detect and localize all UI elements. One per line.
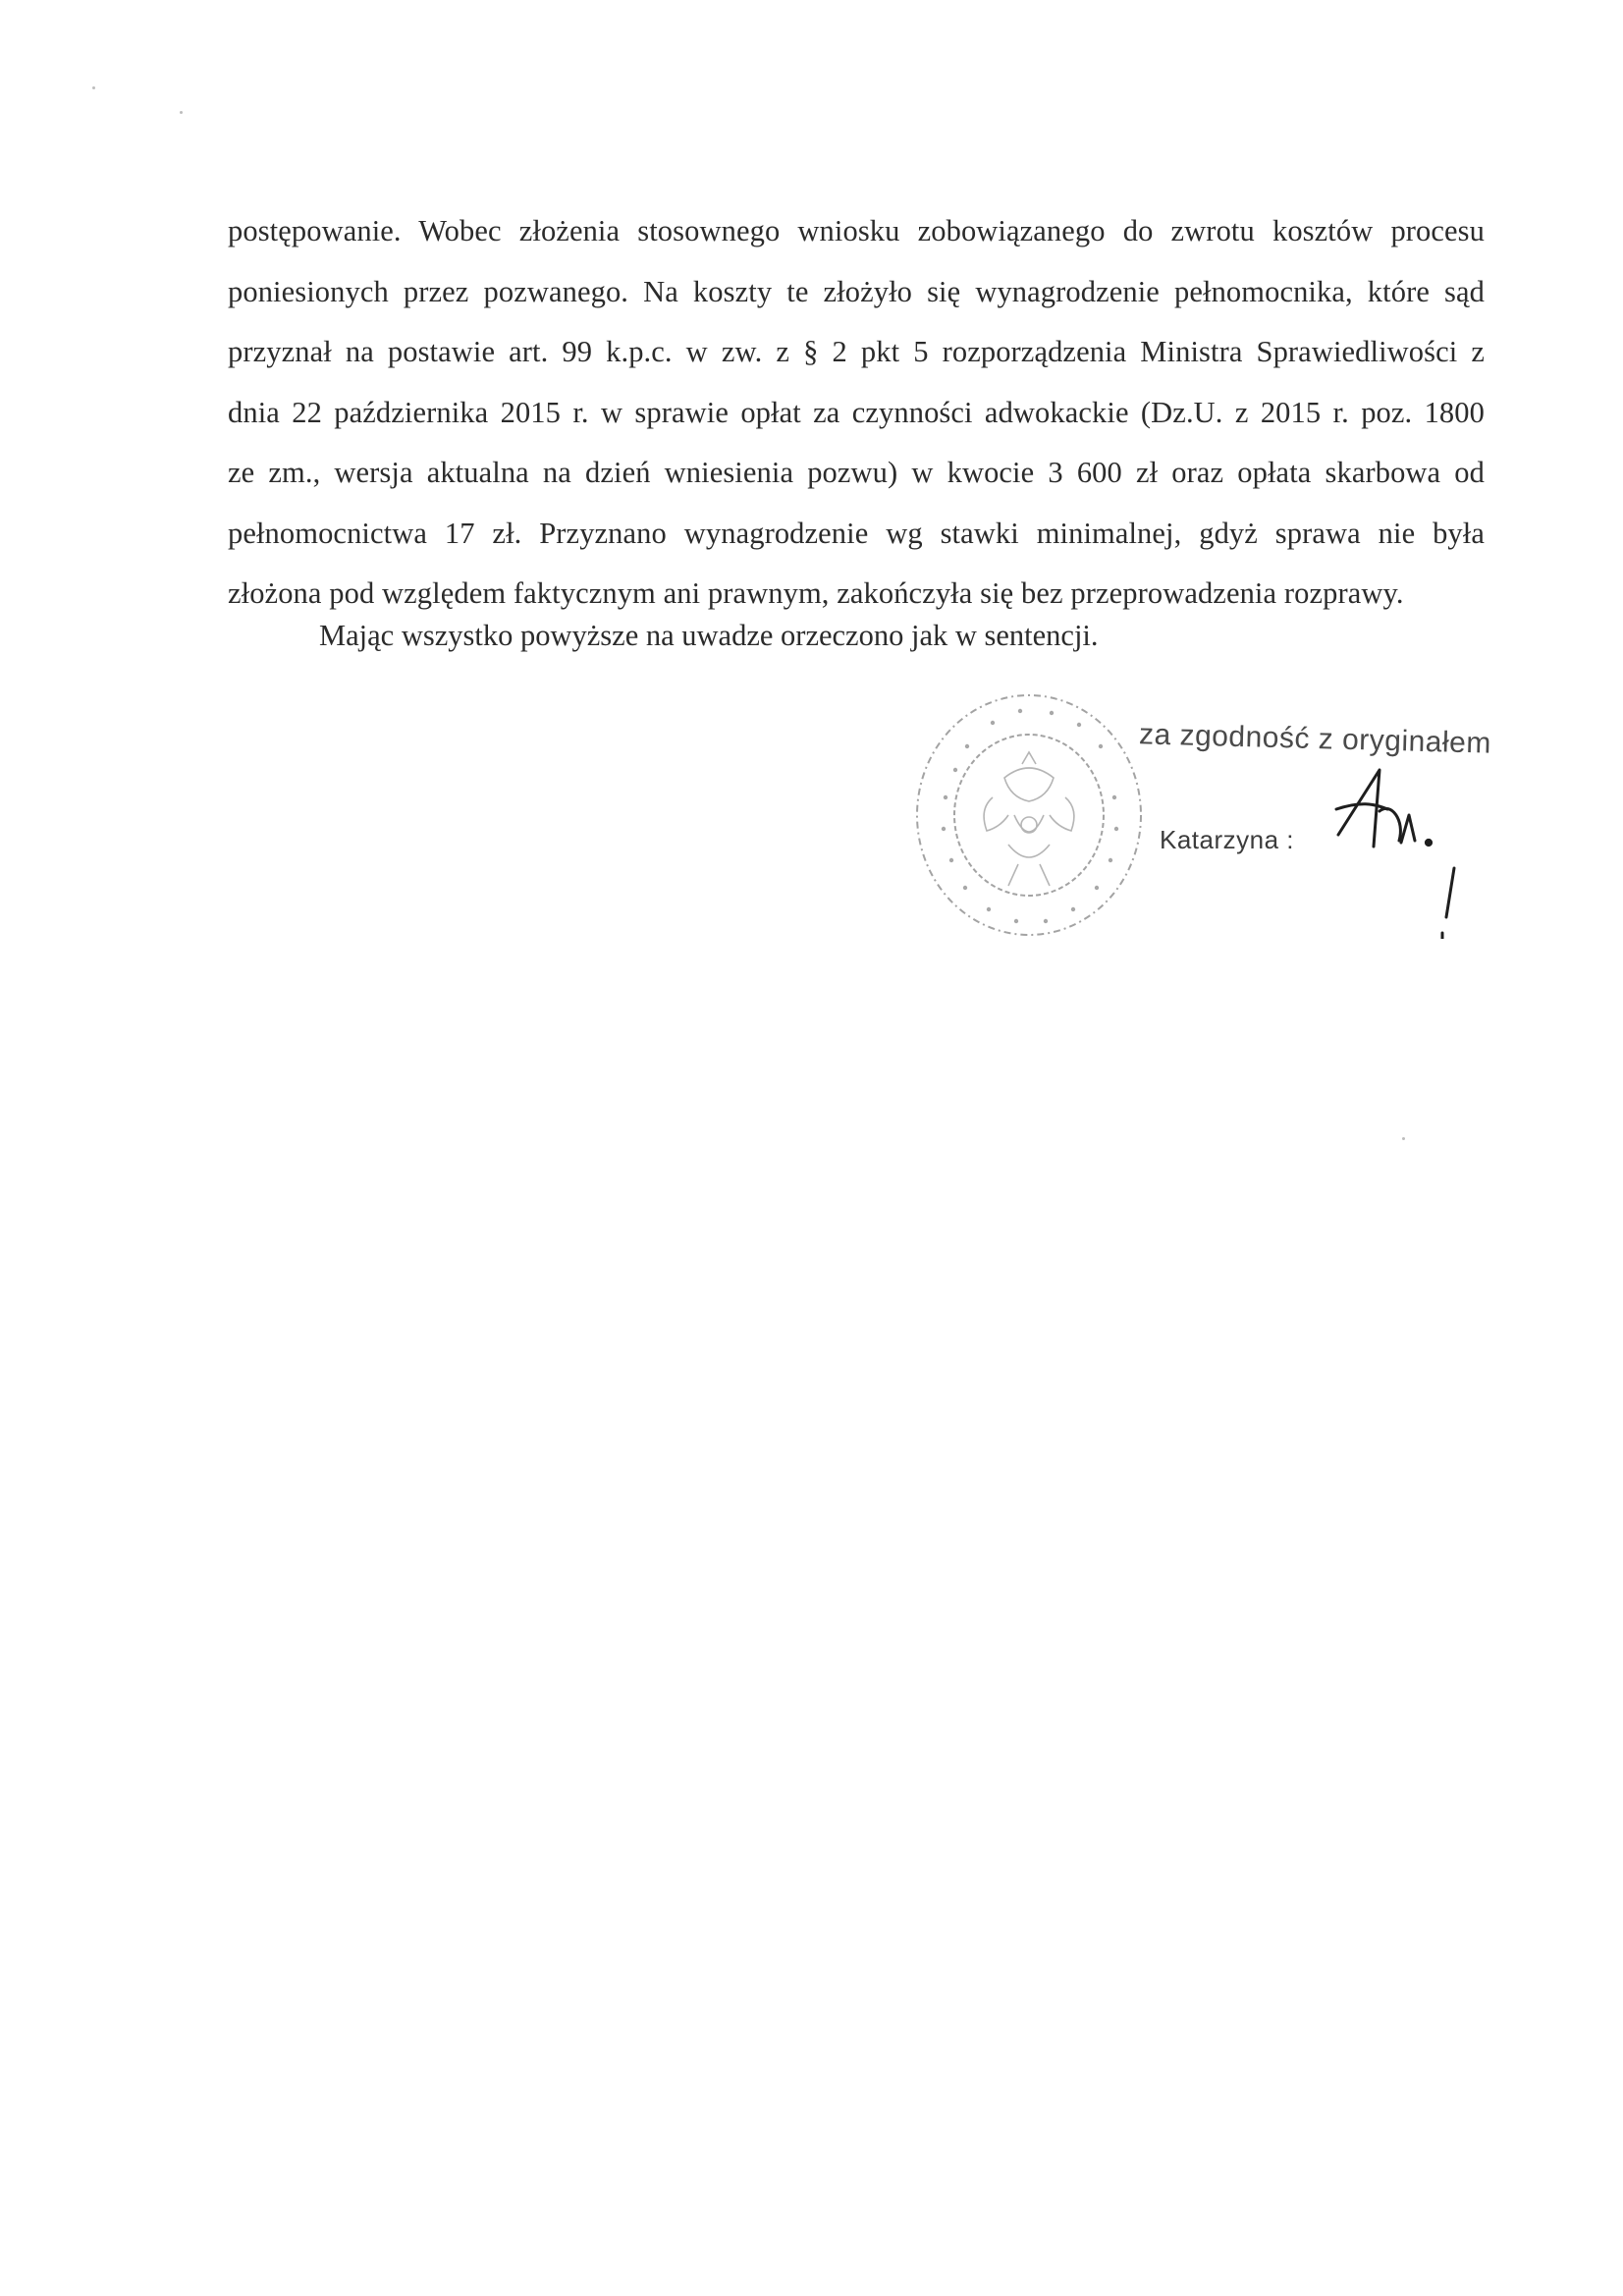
scan-speck bbox=[92, 86, 95, 89]
court-seal-icon bbox=[898, 668, 1154, 962]
certification-block bbox=[898, 668, 1527, 982]
scan-speck bbox=[180, 111, 183, 114]
paragraph-line: poniesionych przez pozwanego. Na koszty te złożyło się wynagrodzenie pełnomocnika, które sąd bbox=[228, 274, 1485, 308]
paragraph-line: przyznał na postawie art. 99 k.p.c. w zw. z § 2 pkt 5 rozporządzenia Ministra Sprawiedliwości z bbox=[228, 335, 1485, 368]
paragraph-line: pełnomocnictwa 17 zł. Przyznano wynagrodzenie wg stawki minimalnej, gdyż sprawa nie była bbox=[228, 516, 1485, 550]
justification-paragraph bbox=[228, 201, 1485, 625]
scan-speck bbox=[1402, 1137, 1405, 1140]
certifier-name: Katarzyna : bbox=[1160, 825, 1295, 854]
closing-sentence: Mając wszystko powyższe na uwadze orzeczono jak w sentencji. bbox=[319, 619, 1099, 652]
certification-stamp-text: za zgodność z oryginałem bbox=[1138, 718, 1492, 760]
paragraph-line: dnia 22 października 2015 r. w sprawie opłat za czynności adwokackie (Dz.U. z 2015 r. poz. 1800 bbox=[228, 395, 1485, 429]
paragraph-line: złożona pod względem faktycznym ani prawnym, zakończyła się bez przeprowadzenia rozprawy. bbox=[228, 576, 1404, 610]
paragraph-line: postępowanie. Wobec złożenia stosownego wniosku zobowiązanego do zwrotu kosztów procesu bbox=[228, 214, 1485, 247]
signature-icon bbox=[1330, 762, 1468, 939]
paragraph-line: ze zm., wersja aktualna na dzień wniesienia pozwu) w kwocie 3 600 zł oraz opłata skarbowa od bbox=[228, 456, 1485, 489]
